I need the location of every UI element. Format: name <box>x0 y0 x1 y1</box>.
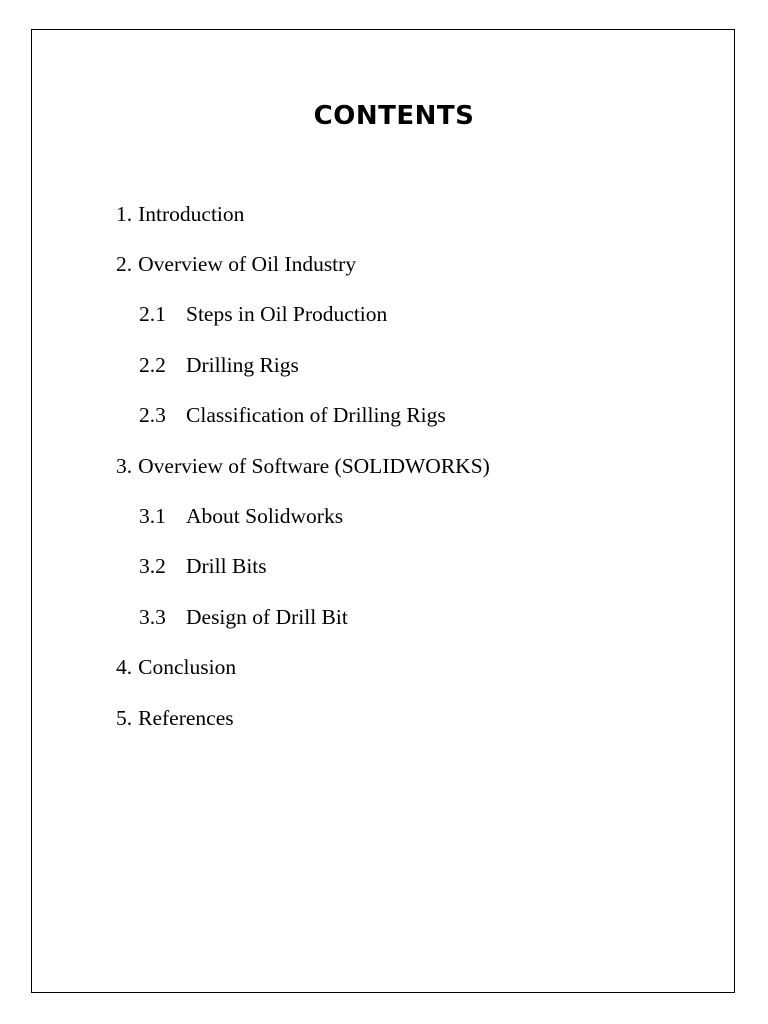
toc-entry-number: 3.2 <box>139 554 166 578</box>
toc-entry-number: 5. <box>116 706 133 730</box>
toc-entry-introduction <box>116 201 244 227</box>
toc-entry-label: Steps in Oil Production <box>186 302 388 326</box>
toc-entry-references <box>116 705 234 731</box>
toc-entry-number: 2.1 <box>139 302 166 326</box>
toc-entry-label: About Solidworks <box>186 504 344 528</box>
toc-entry-label: Design of Drill Bit <box>186 605 348 629</box>
toc-entry-number: 4. <box>116 655 133 679</box>
page-border <box>31 29 735 993</box>
toc-entry-number: 3.3 <box>139 605 166 629</box>
toc-entry-label: References <box>138 706 234 730</box>
toc-entry-number: 2.2 <box>139 353 166 377</box>
toc-entry-drill-bits <box>139 553 267 579</box>
toc-entry-overview-software <box>116 453 490 479</box>
page-title: CONTENTS <box>313 101 475 131</box>
toc-entry-label: Overview of Oil Industry <box>138 252 357 276</box>
toc-entry-classification-drilling-rigs <box>139 402 446 428</box>
toc-entry-drilling-rigs <box>139 352 299 378</box>
toc-entry-label: Classification of Drilling Rigs <box>186 403 446 427</box>
toc-entry-label: Conclusion <box>138 655 237 679</box>
toc-entry-number: 2. <box>116 252 133 276</box>
toc-entry-number: 3.1 <box>139 504 166 528</box>
toc-entry-label: Overview of Software (SOLIDWORKS) <box>138 454 490 478</box>
toc-entry-number: 1. <box>116 202 133 226</box>
toc-entry-label: Drilling Rigs <box>186 353 299 377</box>
toc-entry-steps-oil-production <box>139 301 387 327</box>
toc-entry-label: Introduction <box>138 202 245 226</box>
toc-entry-design-drill-bit <box>139 604 348 630</box>
toc-entry-number: 2.3 <box>139 403 166 427</box>
toc-entry-label: Drill Bits <box>186 554 267 578</box>
toc-entry-overview-oil-industry <box>116 251 356 277</box>
toc-entry-conclusion <box>116 654 236 680</box>
toc-entry-about-solidworks <box>139 503 343 529</box>
toc-entry-number: 3. <box>116 454 133 478</box>
